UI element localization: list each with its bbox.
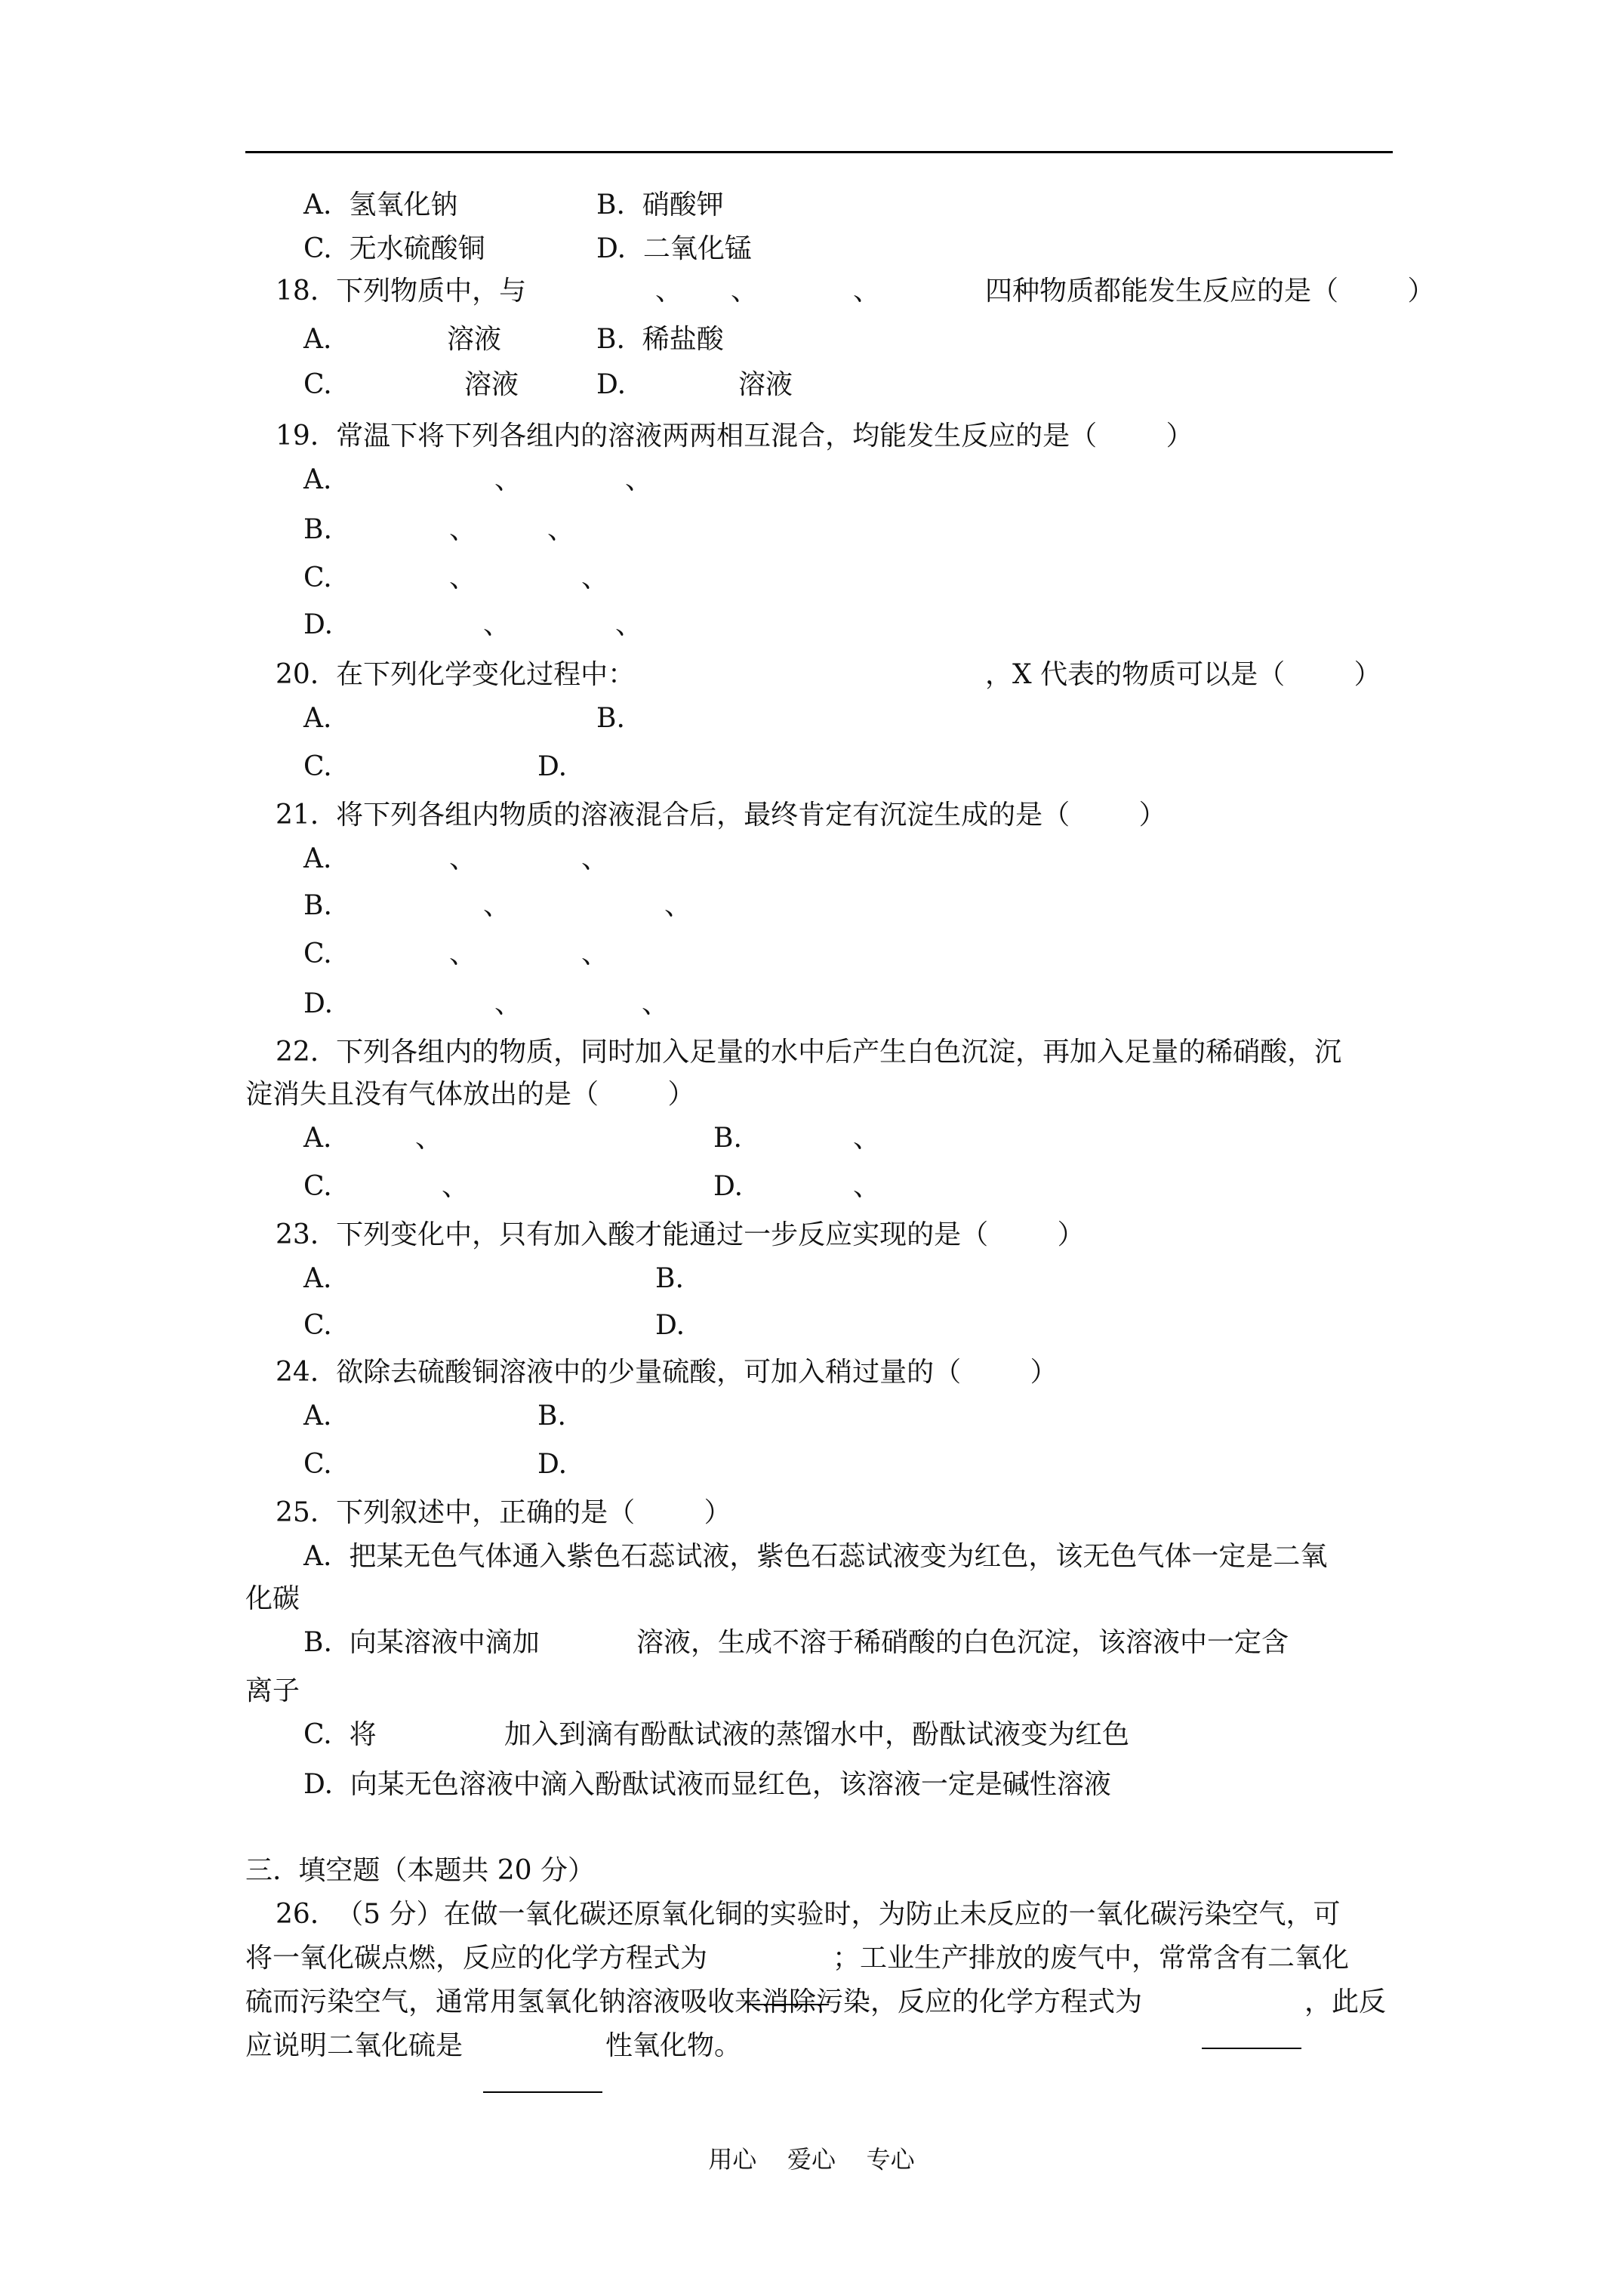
text-q22a-1: 、 <box>415 1123 443 1154</box>
text-q19-0: 19. 常温下将下列各组内的溶液两两相互混合，均能发生反应的是（ ） <box>276 421 1193 451</box>
text-q19d-0: D. <box>303 609 334 640</box>
text-q21d-1: 、 <box>494 988 522 1019</box>
text-q22c-2: D. <box>713 1171 744 1202</box>
text-q24a-1: B. <box>537 1401 566 1432</box>
text-q22c-0: C. <box>303 1171 332 1202</box>
text-q26d-0: 应说明二氧化硫是 <box>245 2030 463 2061</box>
answer-blank-26-2[interactable] <box>1202 2023 1301 2049</box>
text-q19c-2: 、 <box>581 562 609 593</box>
text-q18c-0: C. <box>303 369 332 400</box>
text-q24a-0: A. <box>303 1401 332 1432</box>
text-q20a-0: A. <box>303 703 332 734</box>
text-q19c-1: 、 <box>449 562 477 593</box>
text-q23a-1: B. <box>655 1263 684 1294</box>
text-q19b-0: B. <box>303 514 332 545</box>
text-q26b-1: ；工业生产排放的废气中，常常含有二氧化 <box>833 1943 1350 1974</box>
text-q25b2-0: 离子 <box>245 1675 300 1706</box>
text-q24c-0: C. <box>303 1449 332 1480</box>
text-q19a-1: 、 <box>494 464 522 495</box>
text-q25a1-0: A. 把某无色气体通入紫色石蕊试液，紫色石蕊试液变为红色，该无色气体一定是二氧 <box>303 1541 1328 1572</box>
text-q19b-1: 、 <box>449 514 477 545</box>
text-q18c-2: D. <box>596 369 627 400</box>
text-q21c-1: 、 <box>449 938 477 969</box>
text-q25-0: 25. 下列叙述中，正确的是（ ） <box>276 1497 731 1528</box>
text-q22a-3: 、 <box>853 1123 881 1154</box>
text-q18a-2: B. 稀盐酸 <box>596 324 724 355</box>
text-q26a-0: 26. （5 分）在做一氧化碳还原氧化铜的实验时，为防止未反应的一氧化碳污染空气，可 <box>276 1899 1341 1930</box>
header-rule <box>245 151 1393 153</box>
text-q18-3: 、 <box>853 276 881 307</box>
text-q23c-0: C. <box>303 1310 332 1341</box>
text-q17b-0: C. 无水硫酸铜 <box>303 233 485 264</box>
text-q23a-0: A. <box>303 1263 332 1294</box>
text-q22a-2: B. <box>713 1123 742 1154</box>
text-q19d-1: 、 <box>483 609 511 640</box>
text-q18-2: 、 <box>731 276 759 307</box>
text-q19a-2: 、 <box>625 464 653 495</box>
text-q21a-1: 、 <box>449 843 477 874</box>
answer-blank-26-3[interactable] <box>483 2067 602 2093</box>
text-q18c-3: 溶液 <box>738 369 793 400</box>
text-q19d-2: 、 <box>615 609 643 640</box>
text-q26b-0: 将一氧化碳点燃，反应的化学方程式为 <box>245 1943 708 1974</box>
text-q20c-0: C. <box>303 751 332 782</box>
text-q18-4: 四种物质都能发生反应的是（ ） <box>985 276 1435 307</box>
text-q22c-3: 、 <box>853 1171 881 1202</box>
text-q22b-0: 淀消失且没有气体放出的是（ ） <box>245 1079 695 1110</box>
text-q19a-0: A. <box>303 464 332 495</box>
text-q18-0: 18. 下列物质中，与 <box>276 276 527 307</box>
text-q19b-2: 、 <box>547 514 575 545</box>
text-q25b1-1: 溶液，生成不溶于稀硝酸的白色沉淀，该溶液中一定含 <box>636 1627 1289 1658</box>
text-q20a-1: B. <box>596 703 625 734</box>
text-q25c-1: 加入到滴有酚酞试液的蒸馏水中，酚酞试液变为红色 <box>504 1719 1130 1750</box>
text-q21b-1: 、 <box>483 890 511 921</box>
text-q26c-0: 硫而污染空气，通常用氢氧化钠溶液吸收来消除污染，反应的化学方程式为 <box>245 1986 1143 2017</box>
text-q26d-1: 性氧化物。 <box>605 2030 742 2061</box>
text-q21d-0: D. <box>303 988 334 1019</box>
text-q17a-1: B. 硝酸钾 <box>596 190 724 220</box>
text-sec3-0: 三. 填空题（本题共 20 分） <box>245 1855 596 1886</box>
text-q20c-1: D. <box>537 751 568 782</box>
text-q21a-2: 、 <box>581 843 609 874</box>
text-q20-1: ，X 代表的物质可以是（ ） <box>985 659 1381 690</box>
text-q21d-2: 、 <box>642 988 670 1019</box>
text-q25c-0: C. 将 <box>303 1719 377 1750</box>
text-q17a-0: A. 氢氧化钠 <box>303 190 458 220</box>
answer-blank-26-1[interactable] <box>747 1980 829 2005</box>
text-q25b1-0: B. 向某溶液中滴加 <box>303 1627 540 1658</box>
text-q21b-2: 、 <box>664 890 692 921</box>
text-q21a-0: A. <box>303 843 332 874</box>
text-q26c-1: ，此反 <box>1304 1986 1387 2017</box>
text-q20-0: 20. 在下列化学变化过程中： <box>276 659 636 690</box>
text-q19c-0: C. <box>303 562 332 593</box>
text-q25d-0: D. 向某无色溶液中滴入酚酞试液而显红色，该溶液一定是碱性溶液 <box>303 1769 1111 1800</box>
text-q21c-2: 、 <box>581 938 609 969</box>
text-q25a2-0: 化碳 <box>245 1583 300 1614</box>
text-q21c-0: C. <box>303 938 332 969</box>
text-q23-0: 23. 下列变化中，只有加入酸才能通过一步反应实现的是（ ） <box>276 1219 1085 1250</box>
text-q22a-0: A. <box>303 1123 332 1154</box>
text-q18c-1: 溶液 <box>464 369 519 400</box>
text-q23c-1: D. <box>655 1310 685 1341</box>
text-q24c-1: D. <box>537 1449 568 1480</box>
text-q24-0: 24. 欲除去硫酸铜溶液中的少量硫酸，可加入稍过量的（ ） <box>276 1357 1058 1388</box>
text-q18a-1: 溶液 <box>447 324 502 355</box>
page-footer: 用心 爱心 专心 <box>708 2145 915 2174</box>
text-q18-1: 、 <box>655 276 683 307</box>
text-q18a-0: A. <box>303 324 332 355</box>
text-q22-0: 22. 下列各组内的物质，同时加入足量的水中后产生白色沉淀，再加入足量的稀硝酸，沉 <box>276 1037 1342 1068</box>
text-q17b-1: D. 二氧化锰 <box>596 233 752 264</box>
text-q21-0: 21. 将下列各组内物质的溶液混合后，最终肯定有沉淀生成的是（ ） <box>276 800 1166 831</box>
text-q21b-0: B. <box>303 890 332 921</box>
text-q22c-1: 、 <box>442 1171 470 1202</box>
